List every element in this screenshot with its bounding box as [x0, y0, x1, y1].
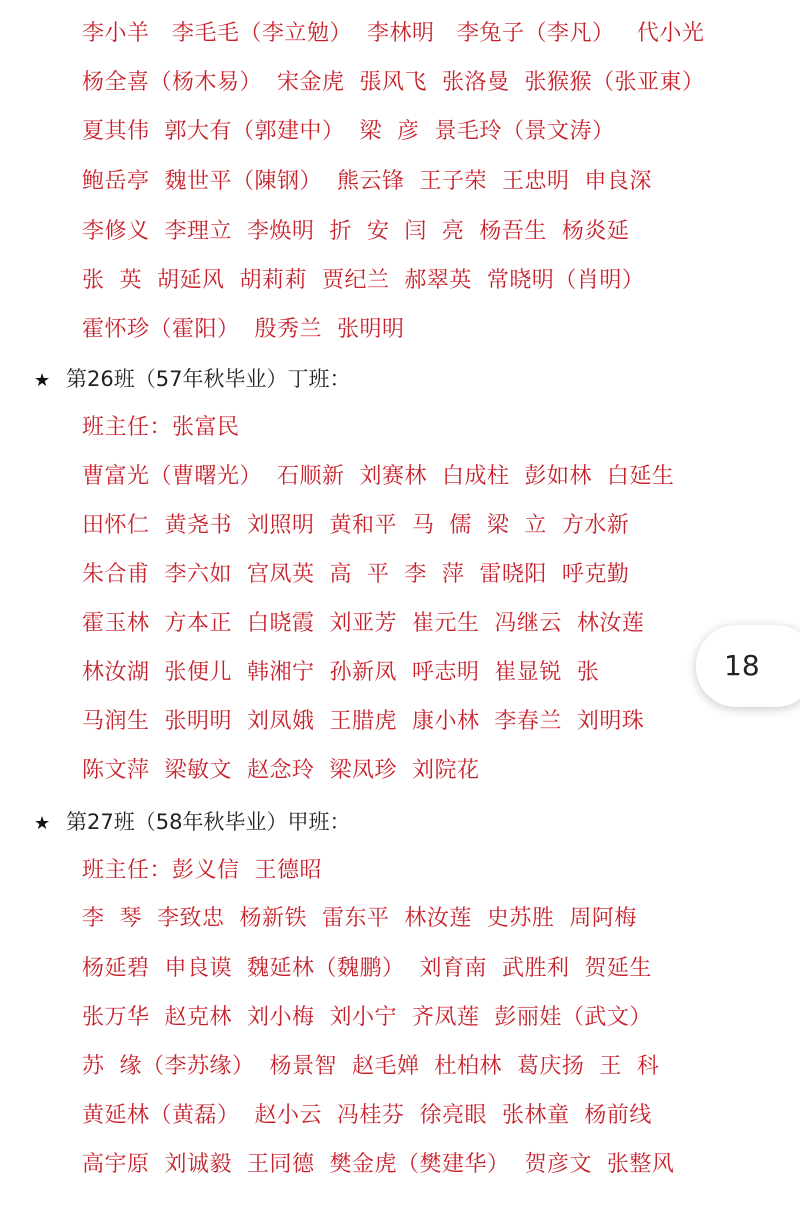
name-line: 陈文萍 梁敏文 赵念玲 梁凤珍 刘院花: [82, 758, 480, 783]
page-number: 18: [724, 649, 760, 682]
name-line: 李小羊 李毛毛（李立勉） 李林明 李兔子（李凡） 代小光: [82, 21, 705, 46]
name-line: 杨全喜（杨木易） 宋金虎 張风飞 张洛曼 张猴猴（张亚東）: [82, 70, 705, 95]
section-heading-26: [34, 359, 350, 399]
name-line: 曹富光（曹曙光） 石顺新 刘赛林 白成柱 彭如林 白延生: [82, 464, 675, 489]
head-teacher-line: 班主任：彭义信 王德昭: [82, 858, 322, 883]
name-line: 高宇原 刘诚毅 王同德 樊金虎（樊建华） 贺彦文 张整风: [82, 1152, 675, 1177]
name-line: 苏 缘（李苏缘） 杨景智 赵毛婵 杜柏林 葛庆扬 王 科: [82, 1054, 660, 1079]
name-line: 林汝湖 张便儿 韩湘宁 孙新凤 呼志明 崔显锐 张: [82, 660, 600, 685]
name-line: 马润生 张明明 刘凤娥 王腊虎 康小林 李春兰 刘明珠: [82, 709, 645, 734]
name-line: 李修义 李理立 李焕明 折 安 闫 亮 杨吾生 杨炎延: [82, 219, 630, 244]
name-line: 张 英 胡延风 胡莉莉 贾纪兰 郝翠英 常晓明（肖明）: [82, 268, 645, 293]
name-line: 李 琴 李致忠 杨新铁 雷东平 林汝莲 史苏胜 周阿梅: [82, 906, 637, 931]
name-line: 朱合甫 李六如 宫凤英 高 平 李 萍 雷晓阳 呼克勤: [82, 562, 630, 587]
name-line: 鲍岳亭 魏世平（陳钢） 熊云锋 王子荣 王忠明 申良深: [82, 169, 652, 194]
section-heading-27: [34, 802, 350, 842]
head-teacher-line: 班主任：张富民: [82, 415, 240, 440]
section-title: 第27班（58年秋毕业）甲班：: [66, 810, 351, 834]
name-line: 田怀仁 黄尧书 刘照明 黄和平 马 儒 梁 立 方水新: [82, 513, 630, 538]
name-line: 黄延林（黄磊） 赵小云 冯桂芬 徐亮眼 张林童 杨前线: [82, 1103, 652, 1128]
page-number-indicator[interactable]: [696, 625, 800, 707]
name-line: 夏其伟 郭大有（郭建中） 梁 彦 景毛玲（景文涛）: [82, 119, 615, 144]
name-line: 张万华 赵克林 刘小梅 刘小宁 齐凤莲 彭丽娃（武文）: [82, 1005, 652, 1030]
section-title: 第26班（57年秋毕业）丁班：: [66, 367, 351, 391]
name-line: 霍玉林 方本正 白晓霞 刘亚芳 崔元生 冯继云 林汝莲: [82, 611, 645, 636]
star-icon: ★: [34, 370, 51, 391]
star-icon: ★: [34, 813, 51, 834]
name-line: 霍怀珍（霍阳） 殷秀兰 张明明: [82, 317, 405, 342]
name-line: 杨延碧 申良谟 魏延林（魏鹏） 刘育南 武胜利 贺延生: [82, 956, 652, 981]
